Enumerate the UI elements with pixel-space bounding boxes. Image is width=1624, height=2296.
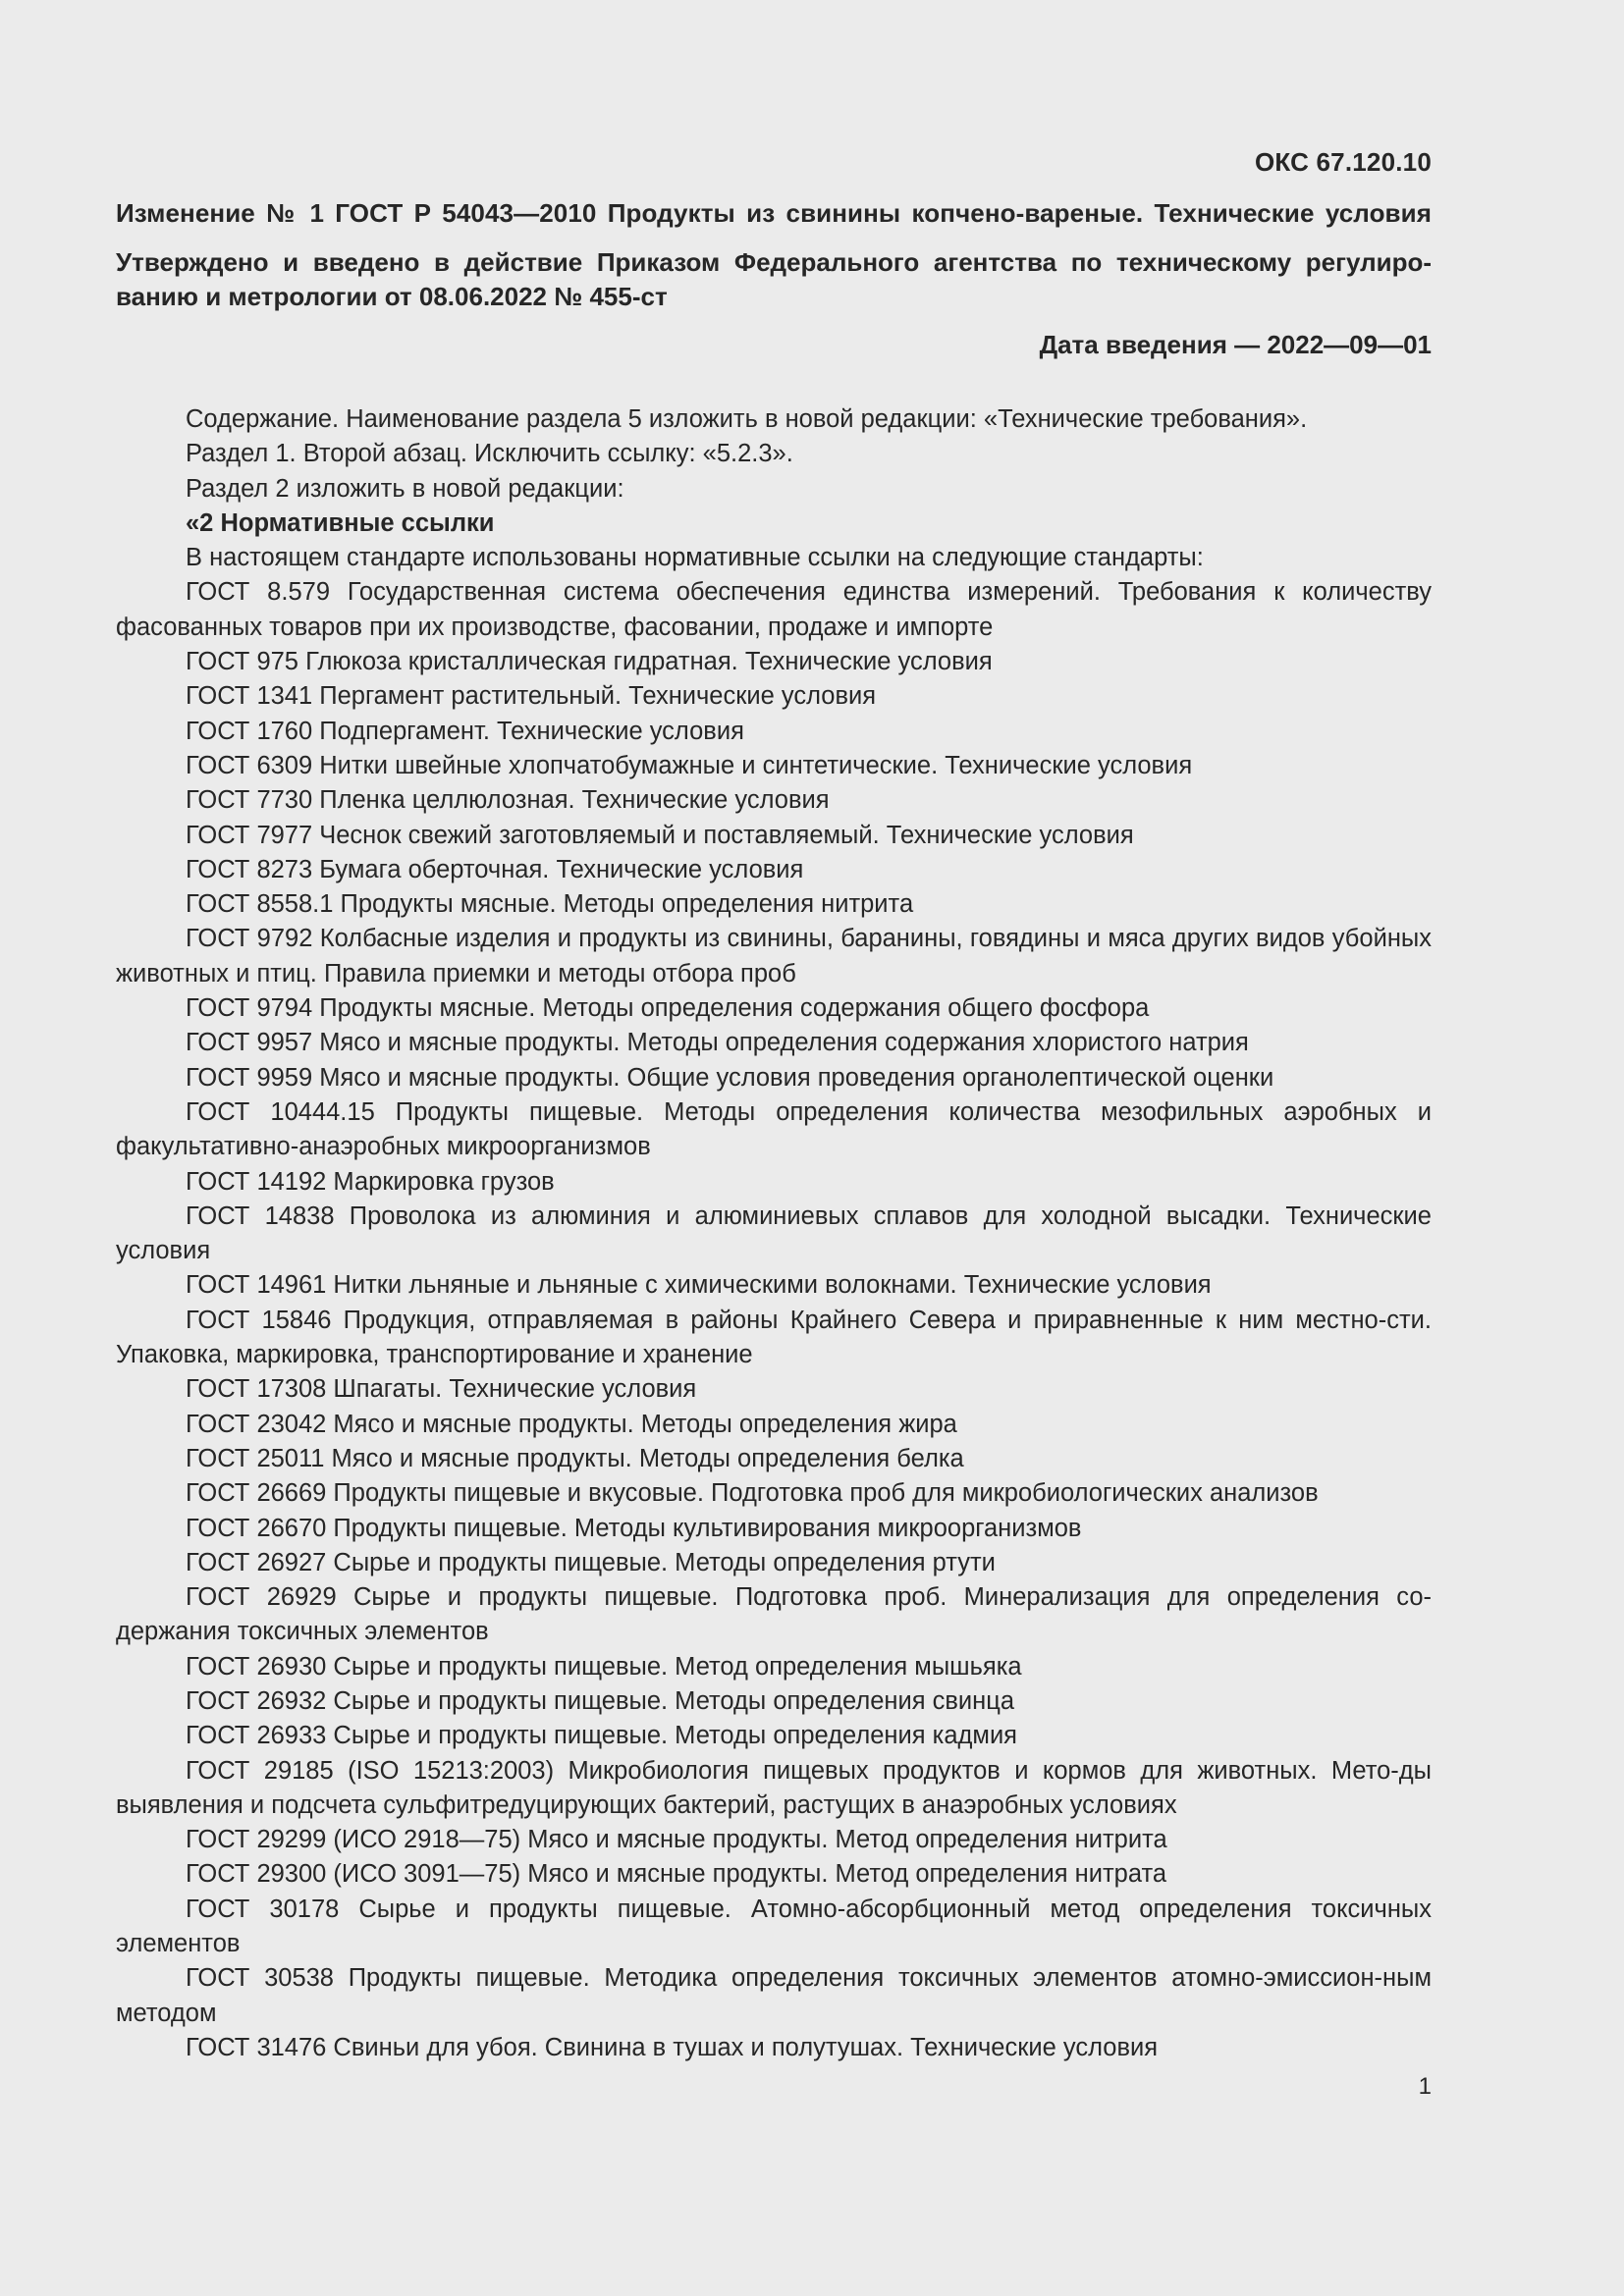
reference-item: ГОСТ 29185 (ISO 15213:2003) Микробиология пищевых продуктов и кормов для животных. Мето-ды выявления и подсчета сульфитредуцирующих бактерий, растущих в анаэробных условиях: [116, 1756, 1432, 1819]
paragraph: Раздел 1. Второй абзац. Исключить ссылку: «5.2.3».: [186, 440, 793, 468]
oks-code: ОКС 67.120.10: [1254, 147, 1432, 177]
reference-item: ГОСТ 26930 Сырье и продукты пищевые. Метод определения мышьяка: [186, 1652, 1022, 1681]
reference-item: ГОСТ 26669 Продукты пищевые и вкусовые. Подготовка проб для микробиологических анализов: [186, 1479, 1319, 1508]
reference-item: ГОСТ 23042 Мясо и мясные продукты. Методы определения жира: [186, 1410, 957, 1438]
reference-item: ГОСТ 9957 Мясо и мясные продукты. Методы определения содержания хлористого натрия: [186, 1029, 1249, 1057]
reference-item: ГОСТ 14192 Маркировка грузов: [186, 1167, 555, 1196]
document-title: Изменение № 1 ГОСТ Р 54043—2010 Продукты из свинины копчено-вареные. Технические условия: [116, 198, 1432, 228]
reference-item: ГОСТ 26927 Сырье и продукты пищевые. Методы определения ртути: [186, 1548, 996, 1576]
section-heading: «2 Нормативные ссылки: [186, 508, 495, 537]
reference-item: ГОСТ 26933 Сырье и продукты пищевые. Методы определения кадмия: [186, 1722, 1017, 1750]
paragraph: Содержание. Наименование раздела 5 изложить в новой редакции: «Технические требования».: [186, 405, 1308, 433]
reference-item: ГОСТ 29299 (ИСО 2918—75) Мясо и мясные продукты. Метод определения нитрита: [186, 1826, 1167, 1854]
reference-item: ГОСТ 975 Глюкоза кристаллическая гидратная. Технические условия: [186, 648, 993, 676]
reference-item: ГОСТ 6309 Нитки швейные хлопчатобумажные и синтетические. Технические условия: [186, 751, 1193, 779]
reference-item: ГОСТ 8273 Бумага оберточная. Технические условия: [186, 855, 804, 883]
document-page: [116, 0, 1432, 2296]
page-number: 1: [1418, 2073, 1432, 2100]
reference-item: ГОСТ 9792 Колбасные изделия и продукты из свинины, баранины, говядины и мяса других видов убойных животных и птиц. Правила приемки и методы отбора проб: [116, 925, 1432, 988]
effective-date: Дата введения — 2022—09—01: [1039, 330, 1432, 359]
reference-item: ГОСТ 8558.1 Продукты мясные. Методы определения нитрита: [186, 890, 914, 919]
reference-item: ГОСТ 17308 Шпагаты. Технические условия: [186, 1375, 697, 1404]
approval-line-1: Утверждено и введено в действие Приказом Федерального агентства по техническому регулиро-: [116, 247, 1432, 277]
reference-item: ГОСТ 26932 Сырье и продукты пищевые. Методы определения свинца: [186, 1686, 1015, 1715]
paragraph: Раздел 2 изложить в новой редакции:: [186, 474, 624, 503]
reference-item: ГОСТ 26670 Продукты пищевые. Методы культивирования микроорганизмов: [186, 1514, 1082, 1542]
document-body: [116, 402, 1432, 2065]
reference-item: ГОСТ 1341 Пергамент растительный. Технические условия: [186, 682, 877, 711]
reference-item: ГОСТ 30538 Продукты пищевые. Методика определения токсичных элементов атомно-эмиссион-ным методом: [116, 1964, 1432, 2027]
approval-statement: [116, 245, 1432, 314]
reference-item: ГОСТ 9794 Продукты мясные. Методы определения содержания общего фосфора: [186, 994, 1150, 1023]
reference-item: ГОСТ 29300 (ИСО 3091—75) Мясо и мясные продукты. Метод определения нитрата: [186, 1860, 1167, 1889]
reference-item: ГОСТ 25011 Мясо и мясные продукты. Методы определения белка: [186, 1444, 964, 1472]
reference-item: ГОСТ 31476 Свиньи для убоя. Свинина в тушах и полутушах. Технические условия: [186, 2033, 1159, 2061]
reference-item: ГОСТ 9959 Мясо и мясные продукты. Общие условия проведения органолептической оценки: [186, 1063, 1274, 1092]
reference-item: ГОСТ 14838 Проволока из алюминия и алюминиевых сплавов для холодной высадки. Технические условия: [116, 1201, 1432, 1265]
reference-item: ГОСТ 8.579 Государственная система обеспечения единства измерений. Требования к количеству фасованных товаров при их производстве, фасовании, продаже и импорте: [116, 578, 1432, 641]
approval-line-2: ванию и метрологии от 08.06.2022 № 455-ст: [116, 282, 668, 311]
paragraph: В настоящем стандарте использованы нормативные ссылки на следующие стандарты:: [186, 544, 1204, 572]
reference-item: ГОСТ 1760 Подпергамент. Технические условия: [186, 717, 744, 745]
reference-item: ГОСТ 14961 Нитки льняные и льняные с химическими волокнами. Технические условия: [186, 1271, 1212, 1300]
reference-item: ГОСТ 15846 Продукция, отправляемая в районы Крайнего Севера и приравненные к ним местно-сти. Упаковка, маркировка, транспортирование и хранение: [116, 1306, 1432, 1369]
reference-item: ГОСТ 10444.15 Продукты пищевые. Методы определения количества мезофильных аэробных и факультативно-анаэробных микроорганизмов: [116, 1097, 1432, 1161]
reference-item: ГОСТ 26929 Сырье и продукты пищевые. Подготовка проб. Минерализация для определения со-держания токсичных элементов: [116, 1583, 1432, 1646]
reference-item: ГОСТ 7730 Пленка целлюлозная. Технические условия: [186, 786, 830, 815]
reference-item: ГОСТ 30178 Сырье и продукты пищевые. Атомно-абсорбционный метод определения токсичных элементов: [116, 1895, 1432, 1958]
reference-item: ГОСТ 7977 Чеснок свежий заготовляемый и поставляемый. Технические условия: [186, 821, 1134, 849]
